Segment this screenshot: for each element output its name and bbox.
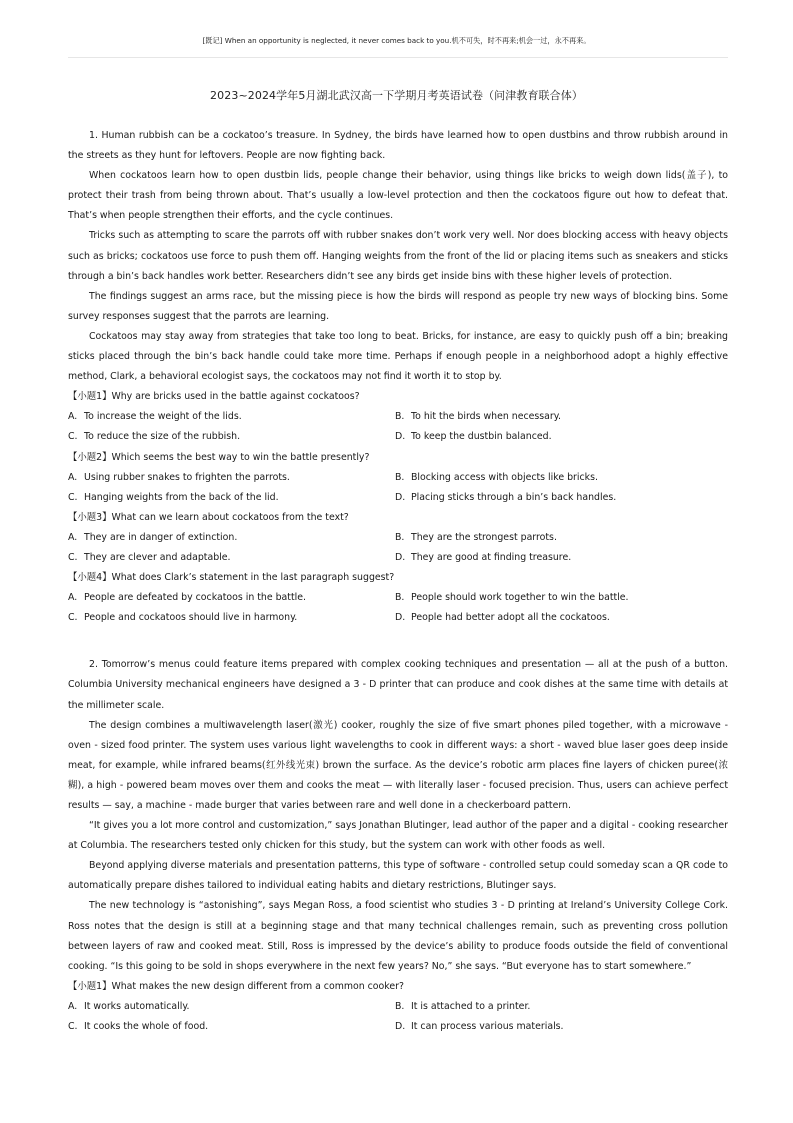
- options-grid: [68, 588, 728, 628]
- option-d: D. To keep the dustbin balanced.: [395, 431, 552, 443]
- option-d: D. People had better adopt all the cockatoos.: [395, 612, 610, 624]
- question-stem: 【小题4】What does Clark’s statement in the last paragraph suggest?: [68, 572, 395, 584]
- option-a: A. To increase the weight of the lids.: [68, 411, 242, 423]
- passage-paragraph: Beyond applying diverse materials and presentation patterns, this type of software - controlled setup could someday scan a QR code to automatically prepare dishes tailored to individual eating habits and dietary restrictions, Blutinger says.: [68, 860, 728, 892]
- option-c: C. People and cockatoos should live in harmony.: [68, 612, 298, 624]
- option-b: B. They are the strongest parrots.: [395, 531, 557, 543]
- option-d: D. It can process various materials.: [395, 1021, 564, 1033]
- options-grid: [68, 407, 728, 447]
- question-stem: 【小题1】What makes the new design different from a common cooker?: [68, 980, 404, 992]
- option-d: D. Placing sticks through a bin’s back handles.: [395, 491, 617, 503]
- options-grid: [68, 468, 728, 508]
- option-b: B. It is attached to a printer.: [395, 1000, 531, 1012]
- option-c: C. They are clever and adaptable.: [68, 551, 231, 563]
- passage-paragraph: Cockatoos may stay away from strategies that take too long to beat. Bricks, for instance, are easy to quickly push off a bin; breaking sticks placed through the bin’s back handle could take more time. Perhaps if enough people in a neighborhood adopt a highly effective method, Clark, a behavioral ecologist says, the cockatoos may not find it worth it to stop by.: [68, 330, 728, 383]
- option-a: A. It works automatically.: [68, 1000, 190, 1012]
- option-a: A. People are defeated by cockatoos in the battle.: [68, 592, 307, 604]
- header-divider: [68, 57, 728, 58]
- passage-paragraph: The design combines a multiwavelength laser(激光) cooker, roughly the size of five smart phones piled together, with a microwave - oven - sized food printer. The system uses various light wavelengths to cook in different ways: a short - waved blue laser goes deep inside meat, for example, while infrared beams(红外线光束) brown the surface. As the device’s robotic arm places fine layers of chicken puree(浓糊), a high - powered beam moves over them and cooks the meat — with literally laser - focused precision. Thus, users can achieve perfect results — say, a machine - made burger that varies between rare and well done in a checkerboard pattern.: [68, 719, 728, 811]
- exam-content: [68, 126, 728, 1037]
- passage-paragraph: “It gives you a lot more control and customization,” says Jonathan Blutinger, lead author of the paper and a digital - cooking researcher at Columbia. The researchers tested only chicken for this study, but the system can work with other foods as well.: [68, 820, 728, 852]
- option-c: C. To reduce the size of the rubbish.: [68, 431, 241, 443]
- passage-paragraph: The new technology is “astonishing”, says Megan Ross, a food scientist who studies 3 - D printing at Ireland’s University College Cork. Ross notes that the design is still at a beginning stage and that many technical challenges remain, such as preventing cross pollution between layers of raw and cooked meat. Still, Ross is impressed by the device’s ability to produce foods outside the field of conventional cooking. “Is this going to be sold in shops everywhere in the next few years? No,” she says. “But everyone has to start somewhere.”: [68, 900, 728, 972]
- passage-paragraph: 1. Human rubbish can be a cockatoo’s treasure. In Sydney, the birds have learned how to open dustbins and throw rubbish around in the streets as they hunt for leftovers. People are now fighting back.: [68, 130, 728, 162]
- passage-gap: [68, 628, 728, 655]
- option-b: B. People should work together to win the battle.: [395, 592, 629, 604]
- option-a: A. They are in danger of extinction.: [68, 531, 238, 543]
- passage-2: [68, 655, 728, 1037]
- page-header-motto: [既记] When an opportunity is neglected, it never comes back to you.机不可失，时不再来;机会一过，永不再来。: [202, 36, 591, 45]
- option-b: B. To hit the birds when necessary.: [395, 411, 561, 423]
- option-a: A. Using rubber snakes to frighten the parrots.: [68, 471, 290, 483]
- question-stem: 【小题1】Why are bricks used in the battle against cockatoos?: [68, 391, 360, 403]
- question-block: [68, 508, 728, 568]
- question-block: [68, 568, 728, 628]
- option-c: C. It cooks the whole of food.: [68, 1021, 209, 1033]
- passage-paragraph: Tricks such as attempting to scare the parrots off with rubber snakes don’t work very well. Nor does blocking access with heavy objects such as bricks; cockatoos use force to push them off. Hanging weights from the front of the lid or placing items such as sneakers and sticks through a bin’s back handles work better. Researchers didn’t see any birds get inside bins with these higher levels of protection.: [68, 230, 728, 282]
- exam-title: 2023~2024学年5月湖北武汉高一下学期月考英语试卷（问津教育联合体）: [210, 89, 583, 102]
- option-b: B. Blocking access with objects like bricks.: [395, 471, 598, 483]
- options-grid: [68, 997, 728, 1037]
- option-d: D. They are good at finding treasure.: [395, 551, 572, 563]
- question-block: [68, 977, 728, 1037]
- passage-1: [68, 126, 728, 628]
- option-c: C. Hanging weights from the back of the lid.: [68, 491, 279, 503]
- question-block: [68, 387, 728, 447]
- question-stem: 【小题3】What can we learn about cockatoos from the text?: [68, 511, 349, 523]
- passage-paragraph: When cockatoos learn how to open dustbin lids, people change their behavior, using things like bricks to weigh down lids(盖子), to protect their trash from being thrown about. That’s usually a low-level protection and then the cockatoos figure out how to defeat that. That’s when people strengthen their efforts, and the cycle continues.: [68, 170, 728, 222]
- question-block: [68, 448, 728, 508]
- passage-paragraph: 2. Tomorrow’s menus could feature items prepared with complex cooking techniques and presentation — all at the push of a button. Columbia University mechanical engineers have designed a 3 - D printer that can produce and cook dishes at the same time with details at the millimeter scale.: [68, 659, 728, 711]
- question-stem: 【小题2】Which seems the best way to win the battle presently?: [68, 451, 370, 463]
- passage-paragraph: The findings suggest an arms race, but the missing piece is how the birds will respond as people try new ways of blocking bins. Some survey responses suggest that the parrots are learning.: [68, 290, 728, 322]
- options-grid: [68, 528, 728, 568]
